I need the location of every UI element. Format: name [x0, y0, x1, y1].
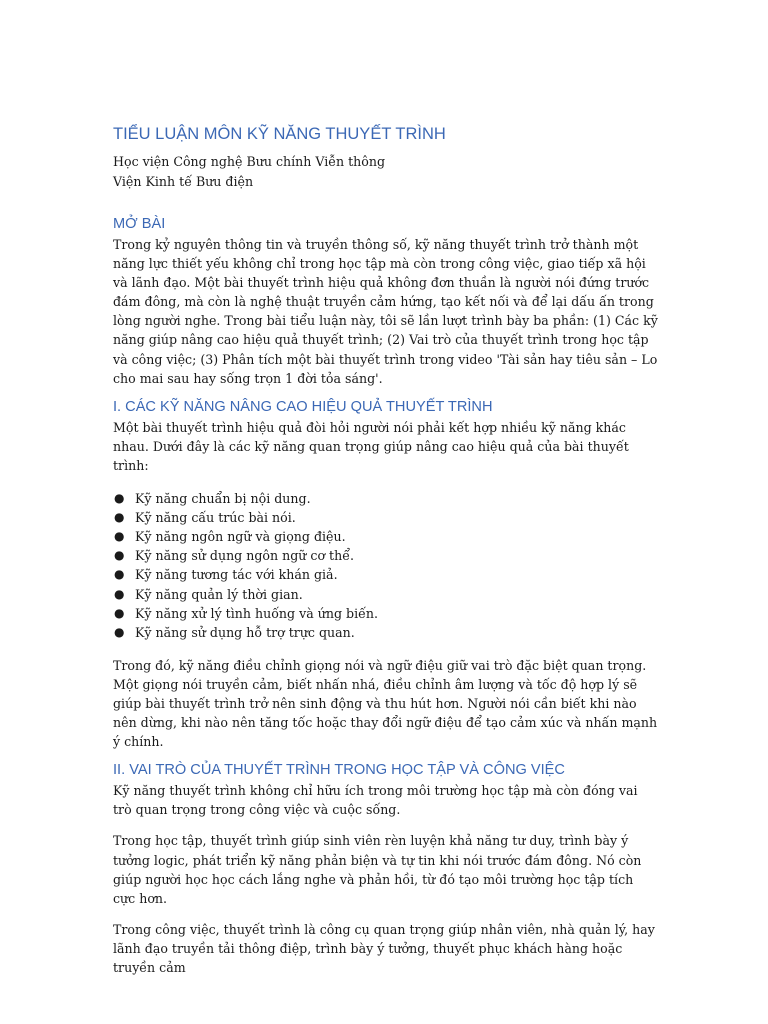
- list-item-text: Kỹ năng quản lý thời gian.: [135, 586, 303, 602]
- intro-heading: MỞ BÀI: [113, 216, 166, 232]
- document-title: TIỂU LUẬN MÔN KỸ NĂNG THUYẾT TRÌNH: [113, 125, 446, 143]
- section2-paragraph-2: Trong học tập, thuyết trình giúp sinh viên rèn luyện khả năng tư duy, trình bày ý tưởng logic, phát triển kỹ năng phản biện và tự tin khi nói trước đám đông. Nó còn giúp người học học cách lắng nghe và phản hồi, từ đó tạo môi trường học tập tích cực hơn.: [113, 833, 642, 906]
- list-item-text: Kỹ năng tương tác với khán giả.: [135, 567, 338, 583]
- bullet-icon: ●: [114, 491, 125, 506]
- list-item: [113, 489, 658, 508]
- list-item-text: Kỹ năng chuẩn bị nội dung.: [135, 491, 311, 507]
- bullet-icon: ●: [114, 605, 125, 620]
- list-item: [113, 585, 658, 604]
- intro-paragraph: Trong kỷ nguyên thông tin và truyền thông số, kỹ năng thuyết trình trở thành một năng lực thiết yếu không chỉ trong học tập mà còn trong công việc, giao tiếp xã hội và lãnh đạo. Một bài thuyết trình hiệu quả không đơn thuần là người nói đứng trước đám đông, mà còn là nghệ thuật truyền cảm hứng, tạo kết nối và để lại dấu ấn trong lòng người nghe. Trong bài tiểu luận này, tôi sẽ lần lượt trình bày ba phần: (1) Các kỹ năng giúp nâng cao hiệu quả thuyết trình; (2) Vai trò của thuyết trình trong học tập và công việc; (3) Phân tích một bài thuyết trình trong video 'Tài sản hay tiêu sản – Lo cho mai sau hay sống trọn 1 đời tỏa sáng'.: [113, 237, 658, 386]
- bullet-icon: ●: [114, 586, 125, 601]
- list-item-text: Kỹ năng sử dụng ngôn ngữ cơ thể.: [135, 548, 354, 564]
- bullet-icon: ●: [114, 510, 125, 525]
- list-item-text: Kỹ năng cấu trúc bài nói.: [135, 510, 296, 526]
- bullet-icon: ●: [114, 567, 125, 582]
- faculty-line: Viện Kinh tế Bưu điện: [113, 174, 254, 189]
- skills-bullet-list: [113, 489, 658, 642]
- bullet-icon: ●: [114, 529, 125, 544]
- bullet-icon: ●: [114, 624, 125, 639]
- list-item: [113, 508, 658, 527]
- list-item: [113, 604, 658, 623]
- section2-paragraph-1: Kỹ năng thuyết trình không chỉ hữu ích trong môi trường học tập mà còn đóng vai trò quan trọng trong công việc và cuộc sống.: [113, 783, 638, 818]
- list-item: [113, 546, 658, 565]
- section2-heading: II. VAI TRÒ CỦA THUYẾT TRÌNH TRONG HỌC TẬP VÀ CÔNG VIỆC: [113, 762, 565, 779]
- list-item-text: Kỹ năng xử lý tình huống và ứng biến.: [135, 605, 378, 621]
- institution-line: Học viện Công nghệ Bưu chính Viễn thông: [113, 154, 386, 169]
- section1-closing-paragraph: Trong đó, kỹ năng điều chỉnh giọng nói và ngữ điệu giữ vai trò đặc biệt quan trọng. Một giọng nói truyền cảm, biết nhấn nhá, điều chỉnh âm lượng và tốc độ hợp lý sẽ giúp bài thuyết trình trở nên sinh động và thu hút hơn. Người nói cần biết khi nào nên dừng, khi nào nên tăng tốc hoặc thay đổi ngữ điệu để tạo cảm xúc và nhấn mạnh ý chính.: [113, 657, 658, 750]
- list-item-text: Kỹ năng ngôn ngữ và giọng điệu.: [135, 529, 346, 545]
- list-item: [113, 623, 658, 642]
- list-item: [113, 565, 658, 584]
- section2-paragraph-3: Trong công việc, thuyết trình là công cụ quan trọng giúp nhân viên, nhà quản lý, hay lãnh đạo truyền tải thông điệp, trình bày ý tưởng, thuyết phục khách hàng hoặc truyền cảm: [113, 921, 655, 975]
- section1-heading: I. CÁC KỸ NĂNG NÂNG CAO HIỆU QUẢ THUYẾT TRÌNH: [113, 398, 493, 415]
- list-item-text: Kỹ năng sử dụng hỗ trợ trực quan.: [135, 624, 355, 640]
- bullet-icon: ●: [114, 548, 125, 563]
- document-page: [113, 122, 658, 977]
- section1-lead-paragraph: Một bài thuyết trình hiệu quả đòi hỏi người nói phải kết hợp nhiều kỹ năng khác nhau. Dưới đây là các kỹ năng quan trọng giúp nâng cao hiệu quả của bài thuyết trình:: [113, 419, 629, 473]
- list-item: [113, 527, 658, 546]
